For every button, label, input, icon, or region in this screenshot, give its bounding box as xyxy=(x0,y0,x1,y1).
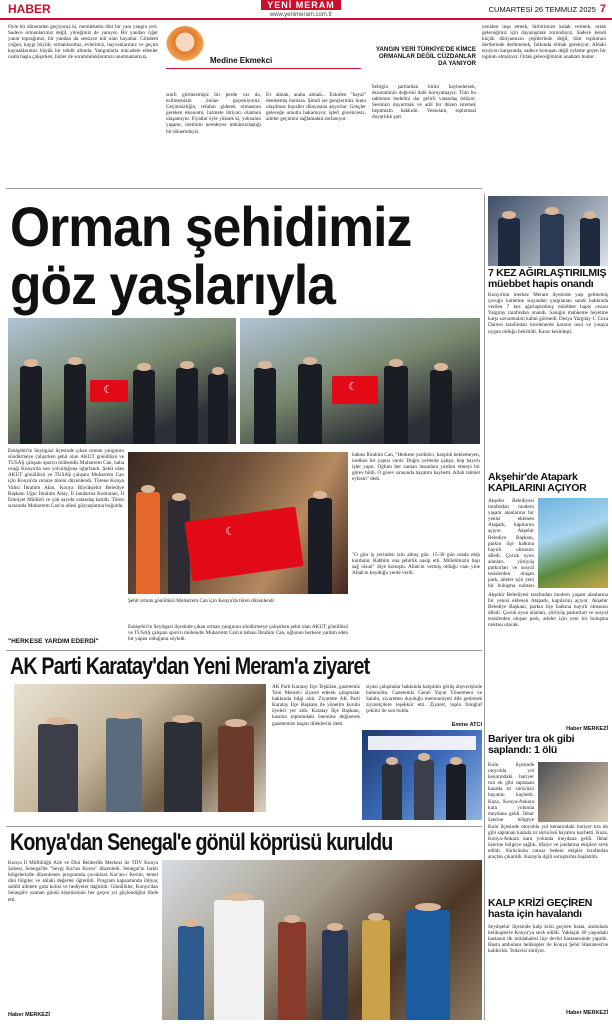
side4-signature: Haber MERKEZİ xyxy=(566,1010,608,1016)
senegal-body: Konya İl Müftülüğü Aile ve Dini Rehberlik Merkezi ile TDV Konya Şubesi, Senegal'de "Sevgi Kur'an Kursu" düzenledi. Senegal'in farklı bölgelerinde düzenlenen programda çocuklara Kur'an-ı Kerim, temel dini bilgiler ve ahlaki değerler öğretildi. Program kapsamında ihtiyaç sahibi ailelere gıda kolisi ve hediyeler dağıtıldı. Gönüllüler, Konya'dan Senegal'e uzanan gönül köprüsünün her geçen yıl güçlendiğini ifade etti. xyxy=(8,860,158,903)
side2-photo xyxy=(538,498,608,588)
column-text-3: Ev almak, araba almak... Eskiden "hayal" denmemiş bunlara. Şimdi ise gençlerimiz bunu ulaşılmaz hayaller dünyasına atıyorlar. Gençler geleceğe umutla bakamıyor, işleri güvencesiz, aileler geçimini sağlamakta zorlanıyor. xyxy=(266,92,366,123)
side2-body-cont: Akşehir Belediyesi tarafından modern yaşam alanlarına bir yenisi eklenen Atapark, kapılarını açıyor. Akşehir Belediye Başkanı, parkın ilçe halkına hayırlı olmasını diledi. Çocuk oyun alanları, yürüyüş parkurları ve sosyal tesislerden oluşan park, aileler için yeni bir buluşma noktası olacak. xyxy=(488,592,608,629)
column-title: YANGIN YERİ TÜRKİYE'DE KİMCE ORMANLAR DEĞİL CÜZDANLAR DA YANIYOR xyxy=(375,46,476,67)
masthead-logo[interactable] xyxy=(200,0,402,19)
section-name: HABER xyxy=(8,2,51,16)
side1-photo xyxy=(488,196,608,266)
author-photo xyxy=(166,26,204,66)
side3-body: Kulu ilçesinde otoyolda yol kenarındaki bariyer tıra ok gibi saplanan kazada tır sürücüsü hayatını kaybetti. Kaza, Konya-Ankara kara yolunda meydana geldi. İhbar üzerine bölgeye xyxy=(488,762,534,822)
lead-quote: "HERKESE YARDIM EDERDİ" xyxy=(8,638,99,645)
akparti-headline: AK Parti Karatay'dan Yeni Meram'a ziyaret xyxy=(10,653,370,680)
page-date xyxy=(402,3,612,15)
lead-body-4: "O gün iş yerinden izin almış gün. 15-30 gün orada ekip kurdular. Rabbim ona şehitlik nasip etti. Milletimizin başı sağ olsun" diye konuştu. Allah'ın vermiş olduğu canı yine Allah'ın koyduğu yerde verdi. xyxy=(352,552,480,577)
lead-caption: Şehit orman gönüllüsü Muharrem Can için Konya'da tören düzenlendi xyxy=(128,598,274,604)
author-rule xyxy=(166,68,361,69)
side4-body: Seydişehir ilçesinde kalp krizi geçiren hasta, ambulans helikopterle Konya'ya sevk edildi. Yaklaşık 40 yaşındaki hastanın ilk müdahalesi ilçe devlet hastanesinde yapıldı. Hasta ambulans helikopter ile Konya Şehir Hastanesi'ne kaldırıldı. Tedavisi sürüyor. xyxy=(488,924,608,955)
side2-signature: Haber MERKEZİ xyxy=(566,726,608,732)
date-text: CUMARTESİ 26 TEMMUZ 2025 xyxy=(488,5,596,14)
lead-body-3: babası İbrahim Can, "Herkese yardımcı, karşılık beklemeyen, üretken bir yapısı vardı. Doğru yerlerde çalıştı, hep hayırlı işler yaptı. Oğlum her zaman insanlara yardım etmeyi bir görev bildi. O görev sırasında hayatını kaybetti. Allah rahmet eylesin" dedi. xyxy=(352,452,480,483)
side2-headline: Akşehir'de Atapark KAPILARINI AÇIYOR xyxy=(488,471,587,494)
lead-headline: Orman şehidimiz göz yaşlarıyla xyxy=(10,195,412,316)
story-divider-1 xyxy=(6,650,482,651)
lead-body-2: Eskişehir'in Seyitgazi ilçesinde çıkan orman yangınını söndürmeye çalışırken şehit olan AKUT gönüllüsü ve TUSAŞ çalışanı sporcu mühendis Muharrem Can'ın babası İbrahim Can, oğlunun herkese yardım eden bir yapısı olduğunu söyledi. xyxy=(128,624,348,643)
column-text-2: sınıfı görmezmişiz bir perde var da, ezilmemizin önüne geçemiyoruz. Geçimsizliğin, refahın giderek olmasının gereken ekonomi, hizmete ihtiyacı olanlara ulaşamıyor. Fiyatlar öyle yüksek ki, yoksulun yaşamı, üretimin neredeyse imkânsızlaştığı bir dönemdeyiz. xyxy=(166,92,261,135)
masthead-url[interactable]: www.yenimeram.com.tr xyxy=(269,11,333,18)
akparti-body-2: siyasi çalışmalar hakkında karşılıklı görüş alışverişinde bulunuldu. Gazetemiz Genel Yayın Yönetmeni ve Sahibi, ziyaretten duyduğu memnuniyeti dile getirerek ziyaretçilere teşekkür etti. Ziyaret, toplu fotoğraf çekimi ile son buldu. xyxy=(366,684,482,715)
side1-headline: 7 KEZ AĞIRLAŞTIRILMIŞ müebbet hapis onandı xyxy=(488,267,607,290)
lead-photo-2 xyxy=(240,318,480,444)
column-text-5: yeniden inşa etmek, birbirimize kulak vermek, ortak geleceğimiz için dayanışmak zorundayız. Sadece kendi küçük dünyamızın çeşitlerinde değil, tüm toplumun dertlerinde dertlenmek, farkında olmak gerekiyor. Ahlaki erozyon karşısında, sadece konuşan değil eyleme geçen bir toplum olmalıyız. Ortak geleceğimizin anahtarı budur. xyxy=(482,24,606,61)
side3-photo xyxy=(538,762,608,822)
senegal-signature: Haber MERKEZİ xyxy=(8,1012,50,1018)
lead-photo-1 xyxy=(8,318,236,444)
logo-text: YENİ MERAM xyxy=(261,0,341,10)
akparti-photo-1 xyxy=(14,684,266,812)
lead-body-1: Eskişehir'in Seyitgazi ilçesinde çıkan orman yangınını söndürmeye çalışırken şehit olan AKUT gönüllüsü ve TUSAŞ çalışanı sporcu mühendis Muharrem Can, baba ocağı Konya'da son yolculuğuna uğurlandı. Şehit olan AKUT gönüllüsü ve TUSAŞ çalışanı Muharrem Can için Konya'da cenaze töreni düzenlendi. Törene Konya Valisi İbrahim Akın, Konya Büyükşehir Belediye Başkanı Uğur İbrahim Altay, İl Jandarma Komutanı, İl Emniyet Müdürü ve çok sayıda vatandaş katıldı. Tören sırasında Muharrem Can'ın ailesi gözyaşlarına boğuldu. xyxy=(8,448,124,509)
story-divider-2 xyxy=(6,826,482,827)
lead-photo-3 xyxy=(128,452,348,594)
akparti-body-1: AK Parti Karatay İlçe Teşkilatı, gazetemiz Yeni Meram'ı ziyaret ederek çalışmalar hakkında bilgi aldı. Ziyarette AK Parti Karatay İlçe Başkanı ile yönetim kurulu üyeleri yer aldı. Karatay İlçe Başkanı, basının toplumdaki önemine değinerek gazetemize başarı dileklerini iletti. xyxy=(272,684,360,727)
author-name: Medine Ekmekci xyxy=(210,56,273,65)
senegal-headline: Konya'dan Senegal'e gönül köprüsü kuruldu xyxy=(10,829,393,856)
sidebar-divider xyxy=(484,194,485,1020)
column-text-4: belirgin şartlardan birini kaybedersek, ekonominin değerini dahi koruyamayız. Tüm bu tablonun bedelini dar gelirli vatandaş ödüyor. Sesimizi duyurmak ve adil bir düzen istemek hepimizin hakkıdır. Vesselam, toplumsal duyarlılık şart. xyxy=(372,84,476,121)
akparti-signature: Emine ATCI xyxy=(451,722,482,728)
side2-body: Akşehir Belediyesi tarafından modern yaşam alanlarına bir yenisi eklenen Atapark, kapılarını açıyor. Akşehir Belediye Başkanı, parkın ilçe halkına hayırlı olmasını diledi. Çocuk oyun alanları, yürüyüş parkurları ve sosyal tesislerden oluşan park, aileler için yeni bir buluşma noktası xyxy=(488,498,534,588)
column-text-1: Öyle bir dönemden geçiyoruz ki, memleketin dört bir yanı yangın yeri. Sadece ormanlarımız değil, yüreğimiz de yanıyor. Bir yandan ciğer yanar toprağımız, bir yandan da sessizce kül olan hayatlar. Gündem yoğun, kaygı büyük; ormanlarımız, evlerimiz, hayvanlarımız ve geçim kaynaklarımız büyük bir tehdit altında. Yangınlarla mücadele edenler canla başla çalışırken, bizler de sorumluluklarımızı unutmamalıyız. xyxy=(8,24,158,61)
page-number: 7 xyxy=(599,3,606,15)
page-header xyxy=(0,0,612,20)
column-divider xyxy=(6,188,482,189)
side3-body-cont: Kulu ilçesinde otoyolda yol kenarındaki bariyer tıra ok gibi saplanan kazada tır sürücüsü hayatını kaybetti. Kaza, Konya-Ankara kara yolunda meydana geldi. İhbar üzerine bölgeye sağlık, itfaiye ve jandarma ekipleri sevk edildi. Sürücünün cansız bedeni ekipler tarafından araçtan çıkarıldı. Kazayla ilgili soruşturma başlatıldı. xyxy=(488,824,608,861)
side3-headline: Bariyer tıra ok gibi saplandı: 1 ölü xyxy=(488,733,575,756)
side1-body: Konya'nın merkez Meram ilçesinde yaşı gelmemiş çocuğu katletme suçundan yargılanan sanık hakkında verilen 7 kez ağırlaştırılmış müebbet hapis cezası Yargıtay tarafından onandı. Sanığın mahkeme heyetine karşı savunmaları kabul görmedi. Dosya Yargıtay 1. Ceza Dairesi tarafından incelenerek kararın usul ve yasaya uygun olduğu belirtildi. Karar kesinleşti. xyxy=(488,292,608,335)
akparti-photo-2 xyxy=(362,730,482,820)
side4-headline: KALP KRİZİ GEÇİREN hasta için havalandı xyxy=(488,897,593,920)
senegal-photo xyxy=(162,860,482,1020)
